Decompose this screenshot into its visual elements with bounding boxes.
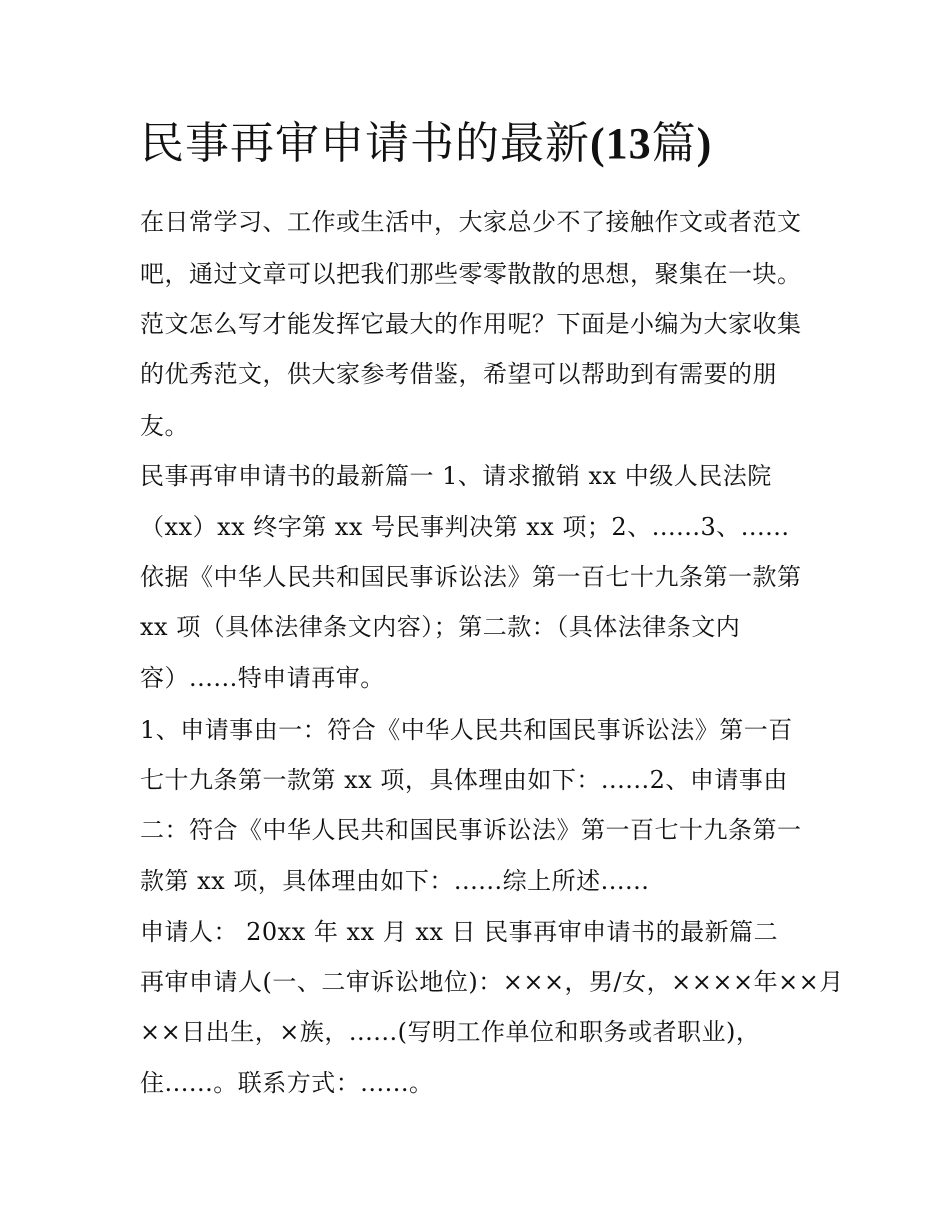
body-line-9: xx 项（具体法律条文内容）；第二款：（具体法律条文内 [140,613,741,641]
body-line-3: 范文怎么写才能发挥它最大的作用呢？下面是小编为大家收集 [140,310,802,338]
body-line-12: 七十九条第一款第 xx 项，具体理由如下：......2、申请事由 [140,766,788,794]
body-line-16: 再审申请人(一、二审诉讼地位)：×××，男/女，××××年××月 [140,968,844,996]
body-line-1: 在日常学习、工作或生活中，大家总少不了接触作文或者范文 [140,208,802,236]
body-line-7: （xx）xx 终字第 xx 号民事判决第 xx 项；2、......3、...... [140,513,790,541]
body-line-5: 友。 [140,412,189,440]
title-main: 民事再审申请书的最新 [140,118,590,169]
body-line-6: 民事再审申请书的最新篇一 1、请求撤销 xx 中级人民法院 [140,462,772,490]
title-close: ) [696,119,713,168]
page-title [140,112,860,176]
body-line-18: 住......。联系方式：......。 [140,1069,434,1097]
title-count: (13 [590,119,652,168]
body-line-11: 1、申请事由一：符合《中华人民共和国民事诉讼法》第一百 [140,716,793,744]
body-line-14: 款第 xx 项，具体理由如下：......综上所述...... [140,867,650,895]
body-line-8: 依据《中华人民共和国民事诉讼法》第一百七十九条第一款第 [140,563,802,591]
body-line-10: 容）......特申请再审。 [140,664,385,692]
title-unit: 篇 [651,118,697,169]
body-line-2: 吧，通过文章可以把我们那些零零散散的思想，聚集在一块。 [140,260,802,288]
body-line-4: 的优秀范文，供大家参考借鉴，希望可以帮助到有需要的朋 [140,360,777,388]
body-line-17: ××日出生，×族，......(写明工作单位和职务或者职业)， [140,1018,761,1046]
body-line-13: 二：符合《中华人民共和国民事诉讼法》第一百七十九条第一 [140,816,802,844]
body-line-15: 申请人： 20xx 年 xx 月 xx 日 民事再审申请书的最新篇二 [140,918,779,946]
